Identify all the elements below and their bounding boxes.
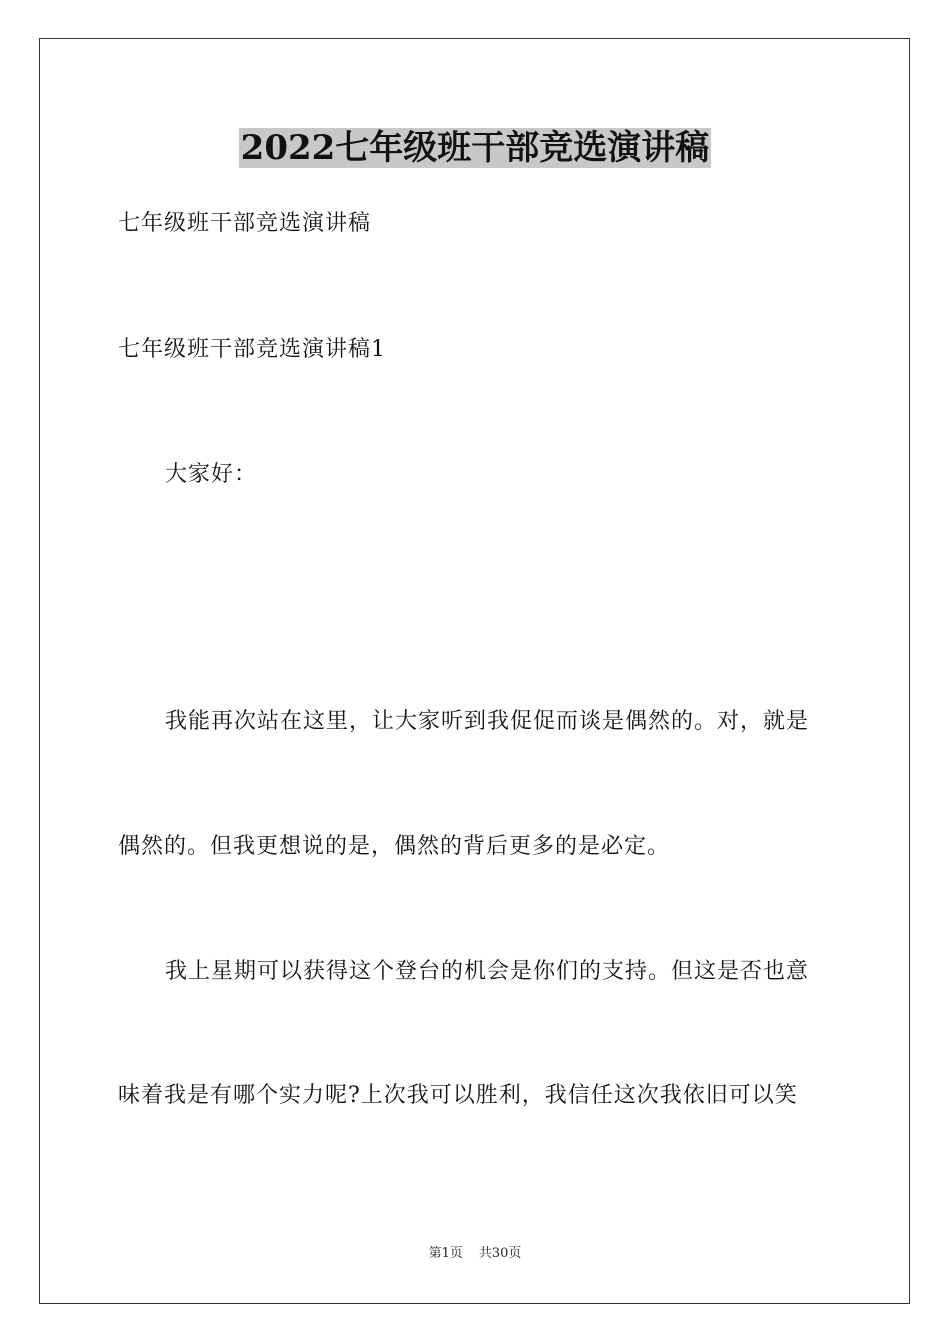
page-footer <box>0 1245 950 1263</box>
greeting-line: 大家好： <box>165 462 258 487</box>
paragraph-line: 我上星期可以获得这个登台的机会是你们的支持。但这是否也意 <box>165 959 810 984</box>
document-title-text: 2022七年级班干部竞选演讲稿 <box>240 128 710 168</box>
section-heading: 七年级班干部竞选演讲稿1 <box>118 337 386 362</box>
document-title <box>0 126 950 170</box>
paragraph-line: 味着我是有哪个实力呢?上次我可以胜利，我信任这次我依旧可以笑 <box>118 1083 798 1108</box>
page-total: 共30页 <box>478 1246 522 1261</box>
paragraph-line: 偶然的。但我更想说的是，偶然的背后更多的是必定。 <box>118 834 671 859</box>
page-number: 第1页 <box>428 1246 463 1261</box>
subtitle-line: 七年级班干部竞选演讲稿 <box>118 211 372 236</box>
paragraph-line: 我能再次站在这里，让大家听到我促促而谈是偶然的。对，就是 <box>165 709 810 734</box>
